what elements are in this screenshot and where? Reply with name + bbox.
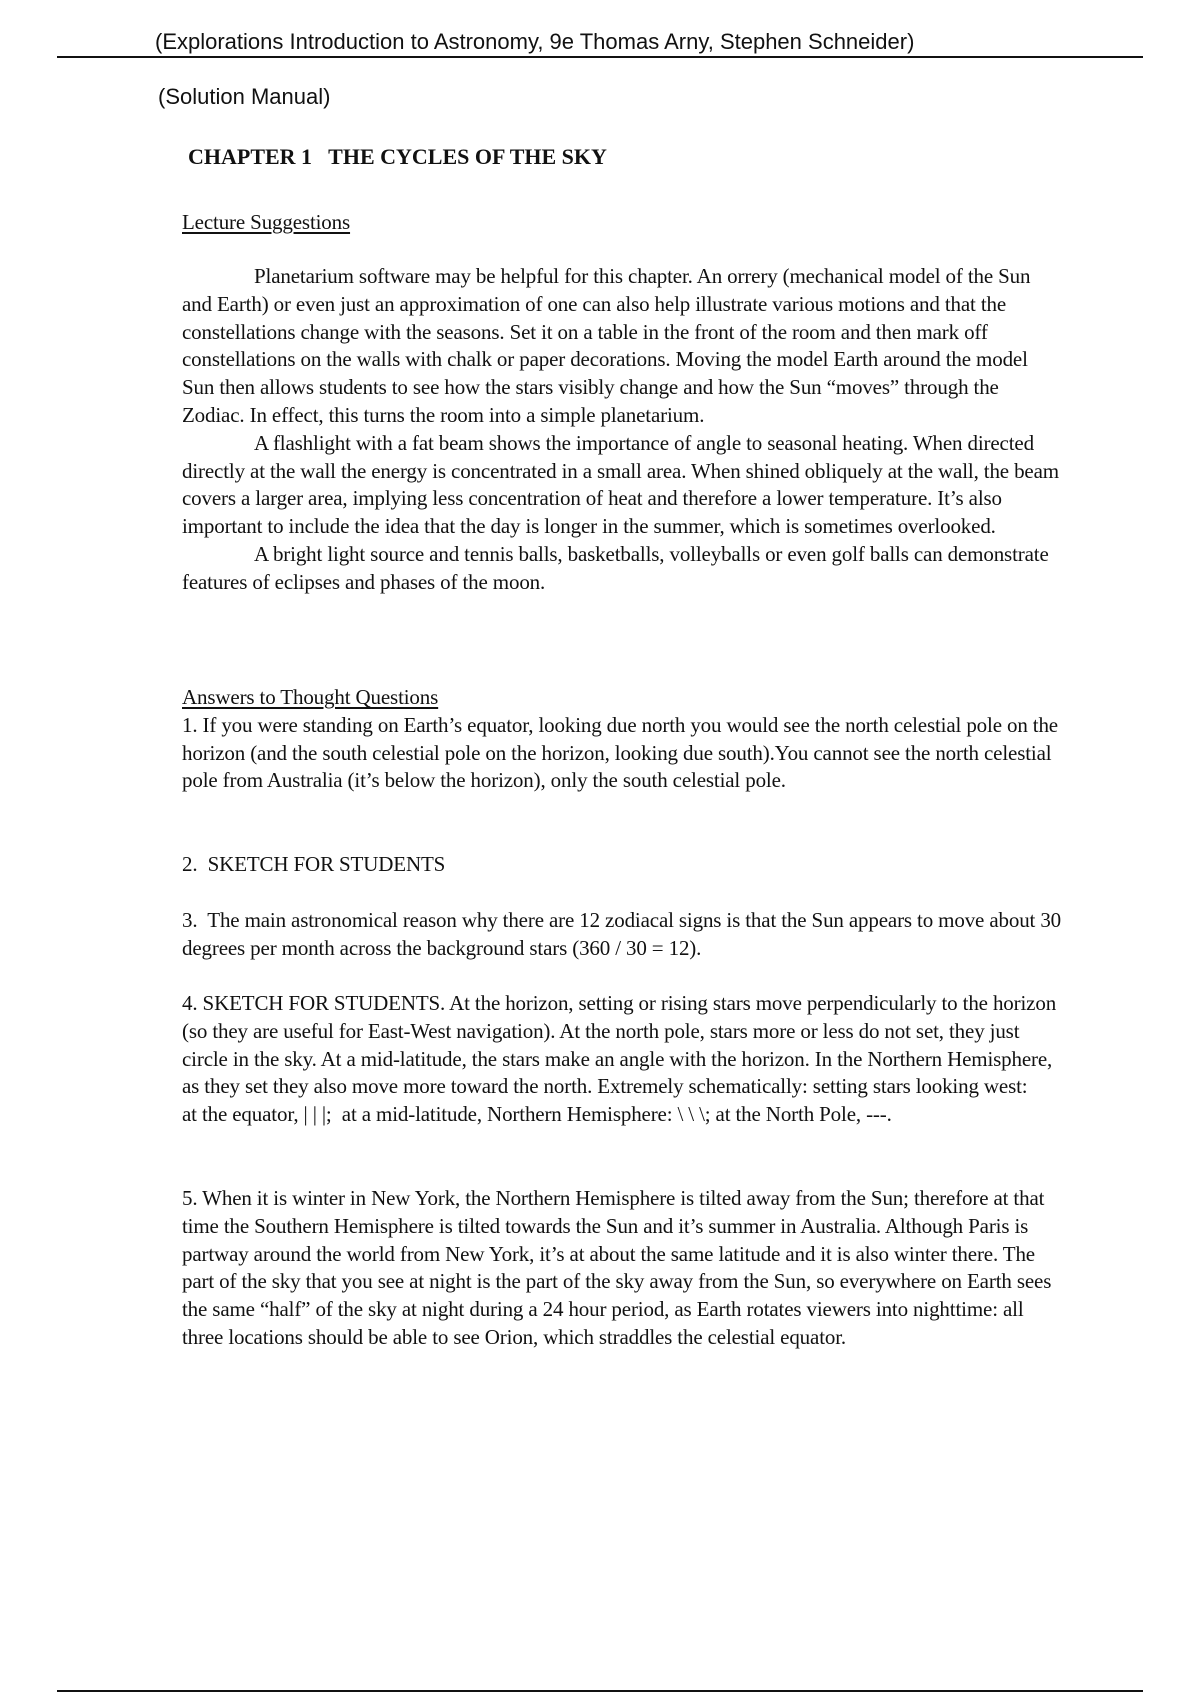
lecture-paragraph: Planetarium software may be helpful for this chapter. An orrery (mechanical model of the Sun and Earth) or even just an approximation of one can also help illustrate various motions and that the constellations change with the seasons. Set it on a table in the front of the room and then mark off constellations on the walls with chalk or paper decorations. Moving the model Earth around the model Sun then allows students to see how the stars visibly change and how the Sun “moves” through the Zodiac. In effect, this turns the room into a simple planetarium. bbox=[182, 264, 1031, 427]
lecture-heading: Lecture Suggestions bbox=[182, 210, 351, 234]
answer-item-5-block bbox=[182, 1185, 1062, 1352]
chapter-title: CHAPTER 1 THE CYCLES OF THE SKY bbox=[188, 144, 607, 169]
answers-heading: Answers to Thought Questions bbox=[182, 685, 439, 709]
footer-rule bbox=[57, 1690, 1143, 1692]
answers-section bbox=[182, 684, 1062, 795]
header-rule bbox=[57, 56, 1143, 58]
answer-item-1: 1. If you were standing on Earth’s equator, looking due north you would see the north celestial pole on the horizon (and the south celestial pole on the horizon, looking due south).You cannot see the north celestial pole from Australia (it’s below the horizon), only the south celestial pole. bbox=[182, 712, 1058, 793]
lecture-heading-block bbox=[182, 209, 1062, 237]
answer-item-2-block bbox=[182, 851, 1062, 879]
answer-item-3: 3. The main astronomical reason why there are 12 zodiacal signs is that the Sun appears to move about 30 degrees per month across the background stars (360 / 30 = 12). bbox=[182, 908, 1067, 960]
answer-item-4-sketch: at the equator, | | |; at a mid-latitude, Northern Hemisphere: \ \ \; at the North Pole, ---. bbox=[182, 1102, 892, 1127]
lecture-paragraph: A bright light source and tennis balls, basketballs, volleyballs or even golf balls can demonstrate features of eclipses and phases of the moon. bbox=[182, 541, 1049, 594]
answer-item-4: 4. SKETCH FOR STUDENTS. At the horizon, setting or rising stars move perpendicularly to the horizon (so they are useful for East-West navigation). At the north pole, stars more or less do not set, they just circle in the sky. At a mid-latitude, the stars make an angle with the horizon. In the Northern Hemisphere, as they set they also move more toward the north. Extremely schematically: setting stars looking west: bbox=[182, 991, 1057, 1099]
answer-item-5: 5. When it is winter in New York, the Northern Hemisphere is tilted away from the Sun; therefore at that time the Southern Hemisphere is tilted towards the Sun and it’s summer in Australia. Although Paris is partway around the world from New York, it’s at about the same latitude and it is also winter there. The part of the sky that you see at night is the part of the sky away from the Sun, so everywhere on Earth sees the same “half” of the sky at night during a 24 hour period, as Earth rotates viewers into nighttime: all three locations should be able to see Orion, which straddles the celestial equator. bbox=[182, 1186, 1052, 1349]
answer-item-4-block bbox=[182, 990, 1062, 1129]
answer-item-3-block bbox=[182, 907, 1067, 963]
lecture-paragraph: A flashlight with a fat beam shows the importance of angle to seasonal heating. When directed directly at the wall the energy is concentrated in a small area. When shined obliquely at the wall, the beam covers a larger area, implying less concentration of heat and therefore a lower temperature. It’s also important to include the idea that the day is longer in the summer, which is sometimes overlooked. bbox=[182, 430, 1059, 539]
document-header-title: (Explorations Introduction to Astronomy, 9e Thomas Arny, Stephen Schneider) bbox=[155, 29, 915, 54]
document-subtitle: (Solution Manual) bbox=[158, 84, 331, 109]
answer-item-2: 2. SKETCH FOR STUDENTS bbox=[182, 852, 446, 876]
lecture-suggestions bbox=[182, 263, 1062, 597]
